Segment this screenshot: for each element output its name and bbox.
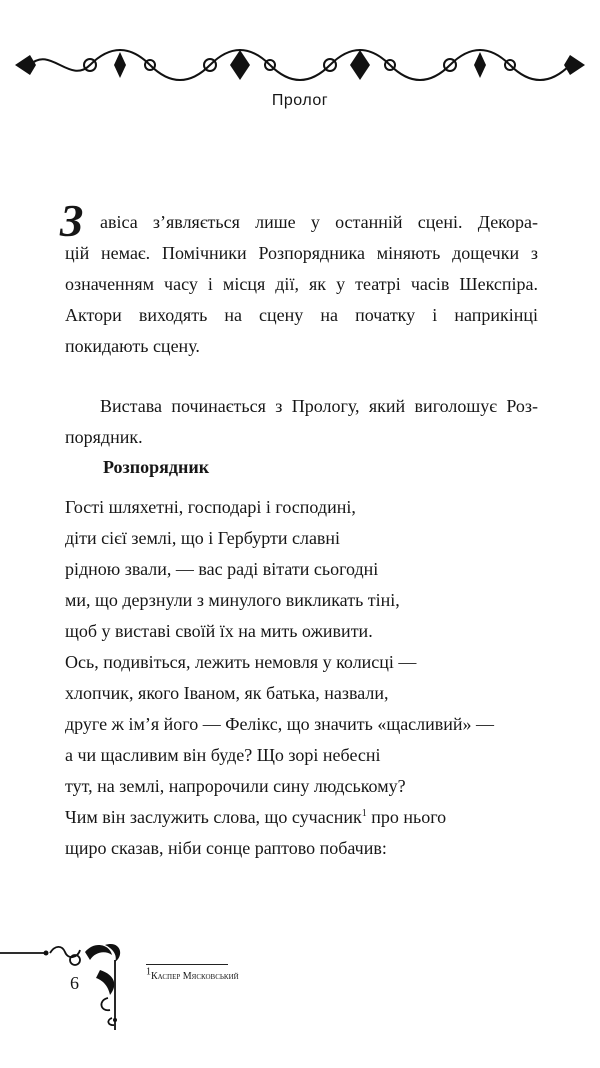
text-line: авіса з’являється лише у останній сцені. Декора- bbox=[100, 212, 538, 232]
verse-line bbox=[65, 805, 538, 829]
verse-line: Ось, подивіться, лежить немовля у колисці — bbox=[65, 652, 417, 672]
verse-line: діти сієї землі, що і Гербурти славні bbox=[65, 528, 341, 548]
verse-text: про нього bbox=[366, 807, 447, 827]
verse-line: друге ж ім’я його — Фелікс, що значить «щасливий» — bbox=[65, 714, 495, 734]
verse-line: а чи щасливим він буде? Що зорі небесні bbox=[65, 745, 381, 765]
verse-text: Чим він заслужить слова, що сучасник bbox=[65, 807, 362, 827]
text-line: порядник. bbox=[65, 427, 143, 447]
footnote-text: Каспер Мясковський bbox=[151, 971, 239, 982]
footnote-number: 1 bbox=[146, 966, 151, 978]
footnote-marker[interactable]: 1 bbox=[361, 808, 367, 819]
verse-line: рідною звали, — вас раді вітати сьогодні bbox=[65, 559, 379, 579]
verse-line: хлопчик, якого Іваном, як батька, назвали, bbox=[65, 683, 389, 703]
verse-line: Гості шляхетні, господарі і господині, bbox=[65, 497, 356, 517]
drop-cap: З bbox=[60, 195, 84, 246]
verse-line: тут, на землі, напророчили сину людському? bbox=[65, 776, 406, 796]
verse-line: щиро сказав, ніби сонце раптово побачив: bbox=[65, 838, 387, 858]
footnote-rule bbox=[146, 964, 228, 965]
text-line: Вистава починається з Прологу, який виголошує Роз- bbox=[100, 396, 538, 416]
page-number: 6 bbox=[70, 973, 79, 993]
text-line: покидають сцену. bbox=[65, 336, 200, 356]
top-ornament-border bbox=[10, 40, 590, 90]
text-line: Актори виходять на сцену на початку і наприкінці bbox=[65, 305, 538, 325]
corner-ornament bbox=[0, 940, 130, 1030]
speaker-name: Розпорядник bbox=[103, 457, 210, 477]
text-line: означенням часу і місця дії, як у театрі часів Шекспіра. bbox=[65, 274, 538, 294]
footnote bbox=[146, 966, 239, 984]
verse-line: щоб у виставі своїй їх на мить оживити. bbox=[65, 621, 373, 641]
running-head: Пролог bbox=[271, 92, 329, 109]
text-line: цій немає. Помічники Розпорядника міняють дощечки з bbox=[65, 243, 538, 263]
verse-line: ми, що дерзнули з минулого викликать тіні, bbox=[65, 590, 400, 610]
